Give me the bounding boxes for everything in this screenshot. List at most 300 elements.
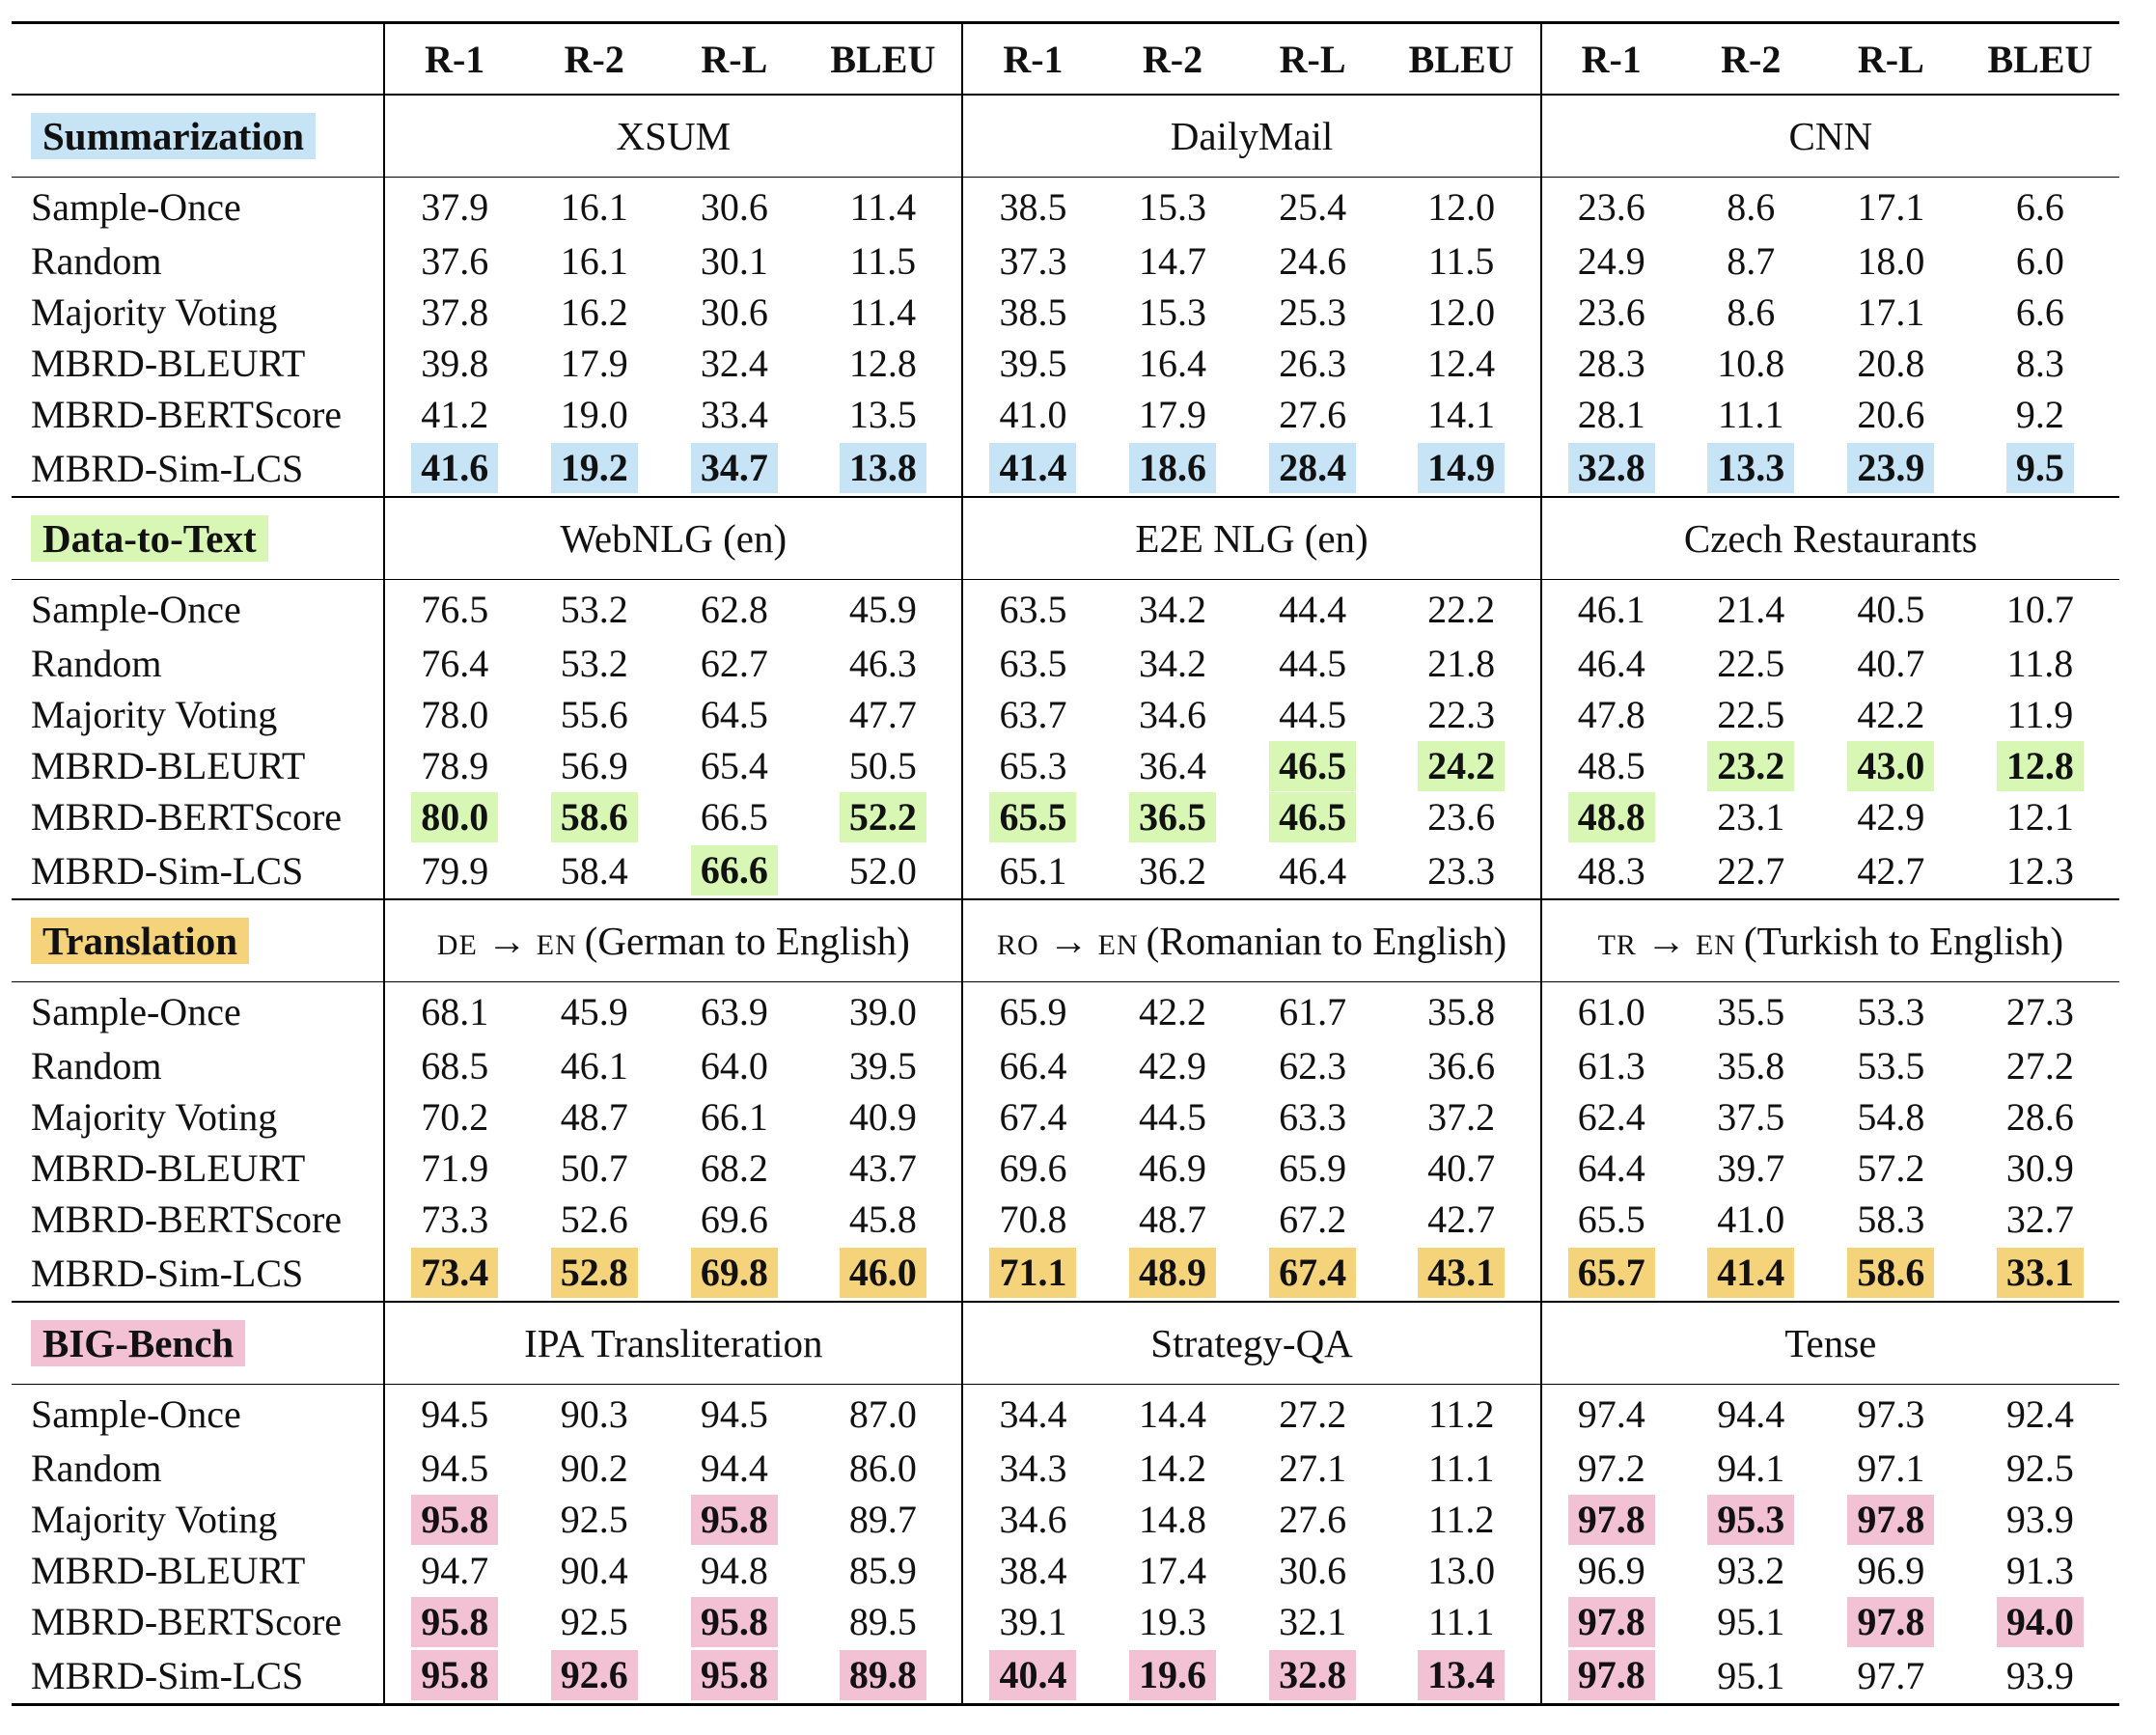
score-cell: 36.4 [1139, 744, 1207, 787]
dataset-header [384, 899, 962, 982]
best-score: 58.6 [551, 792, 638, 842]
score-cell: 63.5 [962, 580, 1102, 639]
header-metric: R-2 [1681, 23, 1821, 96]
best-score: 95.8 [691, 1495, 778, 1545]
score-cell: 40.9 [848, 1095, 917, 1139]
score-cell: 62.8 [700, 587, 768, 631]
score-cell [962, 791, 1102, 842]
best-score: 46.0 [840, 1248, 926, 1298]
score-cell: 37.6 [384, 235, 524, 287]
score-cell: 39.0 [848, 989, 917, 1033]
score-cell: 40.7 [1427, 1146, 1496, 1190]
dataset-header: WebNLG (en) [384, 497, 962, 580]
score-cell: 38.5 [962, 178, 1102, 236]
score-cell: 34.6 [1139, 693, 1207, 736]
best-score: 36.5 [1129, 792, 1216, 842]
score-cell: 40.7 [1857, 642, 1925, 685]
score-cell: 89.7 [848, 1498, 917, 1541]
score-cell: 12.3 [2005, 848, 2074, 893]
score-cell: 11.9 [2006, 693, 2074, 736]
table-row [12, 178, 2119, 236]
dataset-header [962, 899, 1540, 982]
score-cell: 97.7 [1821, 1647, 1961, 1705]
score-cell: 11.1 [1718, 393, 1784, 436]
score-cell [524, 440, 664, 497]
score-cell: 93.9 [1961, 1647, 2119, 1705]
header-corner [12, 23, 384, 96]
score-cell [664, 1647, 804, 1705]
score-cell: 94.7 [384, 1545, 524, 1596]
score-cell: 48.3 [1541, 842, 1681, 899]
score-cell: 52.6 [560, 1198, 628, 1241]
score-cell: 33.4 [700, 393, 768, 436]
method-name: MBRD-BERTScore [31, 1198, 343, 1241]
score-cell: 28.3 [1541, 338, 1681, 389]
score-cell: 27.2 [2005, 1044, 2074, 1088]
score-cell: 24.9 [1541, 235, 1681, 287]
score-cell: 13.0 [1427, 1549, 1496, 1592]
best-score: 71.1 [989, 1248, 1076, 1298]
best-score: 65.5 [989, 792, 1076, 842]
score-cell: 79.9 [384, 842, 524, 899]
score-cell: 16.2 [560, 290, 628, 334]
method-name: Majority Voting [31, 1498, 278, 1541]
score-cell: 23.1 [1717, 795, 1785, 839]
score-cell: 37.5 [1717, 1095, 1785, 1139]
score-cell: 12.4 [1427, 342, 1496, 385]
score-cell: 95.1 [1681, 1647, 1821, 1705]
score-cell: 24.6 [1279, 239, 1347, 283]
method-name: MBRD-BERTScore [31, 1600, 343, 1643]
score-cell: 19.0 [560, 393, 628, 436]
dataset-header: IPA Transliteration [384, 1302, 962, 1385]
best-score: 23.9 [1847, 443, 1934, 493]
dataset-header: CNN [1541, 95, 2119, 178]
score-cell: 53.5 [1857, 1044, 1925, 1088]
best-score: 97.8 [1568, 1597, 1655, 1647]
score-cell: 14.4 [1139, 1391, 1207, 1436]
best-score: 32.8 [1568, 443, 1655, 493]
score-cell: 96.9 [1857, 1549, 1925, 1592]
score-cell: 91.3 [2005, 1549, 2074, 1592]
score-cell: 58.3 [1857, 1198, 1925, 1241]
score-cell: 14.1 [1427, 393, 1496, 436]
score-cell [1541, 791, 1681, 842]
best-score: 58.6 [1847, 1248, 1934, 1298]
best-score: 95.8 [411, 1597, 498, 1647]
method-name: Sample-Once [31, 989, 241, 1033]
table-row [12, 791, 2119, 842]
score-cell: 11.5 [849, 239, 917, 283]
score-cell: 11.2 [1427, 1498, 1495, 1541]
best-score: 97.8 [1568, 1495, 1655, 1545]
section-title-cell [12, 899, 384, 982]
score-cell: 35.8 [1427, 989, 1496, 1033]
score-cell: 41.2 [384, 389, 524, 440]
method-name: Random [31, 1044, 162, 1088]
score-cell: 76.4 [384, 638, 524, 689]
score-cell: 21.8 [1427, 642, 1496, 685]
method-name: MBRD-BERTScore [31, 795, 343, 839]
score-cell: 94.8 [700, 1549, 768, 1592]
score-cell [384, 1647, 524, 1705]
score-cell: 27.3 [2005, 989, 2074, 1033]
table-row [12, 1545, 2119, 1596]
score-cell: 38.4 [962, 1545, 1102, 1596]
score-cell: 41.0 [962, 389, 1102, 440]
score-cell: 27.2 [1279, 1391, 1347, 1436]
score-cell: 96.9 [1541, 1545, 1681, 1596]
target-language: EN [536, 929, 577, 961]
score-cell: 23.6 [1541, 178, 1681, 236]
header-metric: R-L [664, 23, 804, 96]
table-row [12, 1385, 2119, 1444]
score-cell: 12.0 [1427, 184, 1496, 229]
best-score: 95.8 [691, 1597, 778, 1647]
best-score: 12.8 [1997, 741, 2084, 791]
score-cell: 44.5 [1279, 693, 1347, 736]
score-cell: 66.5 [700, 795, 768, 839]
score-cell: 90.2 [560, 1446, 628, 1490]
score-cell [384, 440, 524, 497]
score-cell: 11.1 [1427, 1600, 1495, 1643]
score-cell [804, 440, 962, 497]
score-cell: 97.3 [1857, 1391, 1925, 1436]
arrow-icon: → [486, 919, 527, 963]
score-cell: 16.4 [1139, 342, 1207, 385]
score-cell: 37.3 [962, 235, 1102, 287]
score-cell: 9.2 [2015, 393, 2064, 436]
score-cell: 92.4 [2005, 1391, 2074, 1436]
score-cell [1541, 1647, 1681, 1705]
score-cell: 69.6 [962, 1143, 1102, 1194]
score-cell: 27.6 [1279, 393, 1347, 436]
table-row [12, 1245, 2119, 1302]
score-cell: 12.1 [2005, 795, 2074, 839]
score-cell: 13.5 [848, 393, 917, 436]
score-cell: 11.5 [1427, 239, 1495, 283]
score-cell: 42.9 [1857, 795, 1925, 839]
score-cell: 70.8 [962, 1194, 1102, 1245]
section-title: Data-to-Text [31, 515, 268, 562]
header-metric: BLEU [1383, 23, 1541, 96]
score-cell: 32.7 [2005, 1198, 2074, 1241]
score-cell: 43.7 [848, 1146, 917, 1190]
score-cell: 53.2 [560, 642, 628, 685]
score-cell: 18.0 [1857, 239, 1925, 283]
table-row [12, 1596, 2119, 1647]
header-metric: BLEU [804, 23, 962, 96]
score-cell: 44.4 [1279, 587, 1347, 631]
score-cell: 34.6 [962, 1494, 1102, 1545]
score-cell [524, 1647, 664, 1705]
score-cell: 92.5 [560, 1600, 628, 1643]
score-cell: 8.7 [1727, 239, 1776, 283]
score-cell [1821, 1494, 1961, 1545]
section-title: Translation [31, 918, 249, 964]
score-cell: 14.8 [1139, 1498, 1207, 1541]
score-cell: 65.9 [962, 982, 1102, 1041]
score-cell: 62.4 [1541, 1091, 1681, 1143]
score-cell: 36.6 [1427, 1044, 1496, 1088]
score-cell: 17.1 [1857, 290, 1925, 334]
best-score: 48.9 [1129, 1248, 1216, 1298]
score-cell: 63.3 [1279, 1095, 1347, 1139]
score-cell: 12.0 [1427, 290, 1496, 334]
score-cell: 17.4 [1139, 1549, 1207, 1592]
score-cell: 94.4 [700, 1446, 768, 1490]
method-name: Random [31, 239, 162, 283]
header-metric: R-L [1821, 23, 1961, 96]
score-cell [664, 1245, 804, 1302]
score-cell: 95.1 [1717, 1600, 1785, 1643]
target-language: EN [1695, 929, 1736, 961]
dataset-header: XSUM [384, 95, 962, 178]
best-score: 67.4 [1269, 1248, 1356, 1298]
score-cell: 23.3 [1427, 848, 1496, 893]
score-cell: 62.3 [1279, 1044, 1347, 1088]
dataset-header: Czech Restaurants [1541, 497, 2119, 580]
table-row [12, 1091, 2119, 1143]
header-metric: R-2 [1102, 23, 1242, 96]
method-name: MBRD-BLEURT [31, 342, 306, 385]
score-cell: 39.5 [848, 1044, 917, 1088]
table-body [12, 23, 2119, 1705]
score-cell [524, 791, 664, 842]
score-cell: 30.9 [2005, 1146, 2074, 1190]
table-row [12, 287, 2119, 338]
score-cell: 94.5 [700, 1391, 768, 1436]
score-cell [1541, 1494, 1681, 1545]
score-cell: 45.9 [560, 989, 628, 1033]
language-pair-description: (Turkish to English) [1743, 919, 2064, 963]
score-cell: 10.8 [1717, 342, 1785, 385]
section-header-row [12, 1302, 2119, 1385]
best-score: 13.4 [1418, 1650, 1505, 1700]
method-name: MBRD-BLEURT [31, 744, 306, 787]
score-cell: 25.3 [1279, 290, 1347, 334]
best-score: 23.2 [1707, 741, 1794, 791]
score-cell: 89.5 [848, 1600, 917, 1643]
best-score: 43.1 [1418, 1248, 1505, 1298]
table-row [12, 389, 2119, 440]
score-cell: 42.7 [1427, 1198, 1496, 1241]
score-cell: 23.6 [1541, 287, 1681, 338]
score-cell [1243, 740, 1383, 791]
score-cell: 39.1 [962, 1596, 1102, 1647]
score-cell: 19.3 [1139, 1600, 1207, 1643]
score-cell: 23.6 [1427, 795, 1496, 839]
score-cell: 14.2 [1139, 1446, 1207, 1490]
score-cell: 40.5 [1857, 587, 1925, 631]
best-score: 34.7 [691, 443, 778, 493]
best-score: 24.2 [1418, 741, 1505, 791]
score-cell [1821, 740, 1961, 791]
score-cell [664, 1494, 804, 1545]
score-cell: 70.2 [384, 1091, 524, 1143]
table-row [12, 1443, 2119, 1494]
table-row [12, 1143, 2119, 1194]
score-cell [1383, 440, 1541, 497]
header-metric: R-1 [384, 23, 524, 96]
score-cell: 32.1 [1279, 1600, 1347, 1643]
score-cell: 30.6 [1279, 1549, 1347, 1592]
score-cell: 30.6 [700, 290, 768, 334]
score-cell: 92.5 [2005, 1446, 2074, 1490]
method-name: MBRD-BLEURT [31, 1549, 306, 1592]
score-cell: 39.8 [384, 338, 524, 389]
score-cell: 34.2 [1139, 587, 1207, 631]
best-score: 95.8 [411, 1495, 498, 1545]
best-score: 95.8 [411, 1650, 498, 1700]
best-score: 94.0 [1997, 1597, 2084, 1647]
score-cell: 35.8 [1717, 1044, 1785, 1088]
section-header-row [12, 497, 2119, 580]
score-cell [664, 440, 804, 497]
best-score: 66.6 [691, 845, 778, 895]
score-cell: 73.3 [384, 1194, 524, 1245]
score-cell: 11.4 [849, 290, 917, 334]
table-row [12, 689, 2119, 740]
best-score: 65.7 [1568, 1248, 1655, 1298]
score-cell: 34.2 [1139, 642, 1207, 685]
score-cell: 57.2 [1857, 1146, 1925, 1190]
score-cell: 20.6 [1857, 393, 1925, 436]
method-name: Majority Voting [31, 290, 278, 334]
score-cell [1961, 1596, 2119, 1647]
score-cell: 46.3 [848, 642, 917, 685]
dataset-header: Strategy-QA [962, 1302, 1540, 1385]
score-cell: 11.1 [1427, 1446, 1495, 1490]
score-cell: 17.1 [1857, 184, 1925, 229]
score-cell [1102, 791, 1242, 842]
score-cell: 56.9 [560, 744, 628, 787]
best-score: 69.8 [691, 1248, 778, 1298]
score-cell [1541, 1245, 1681, 1302]
best-score: 40.4 [989, 1650, 1076, 1700]
score-cell: 68.1 [384, 982, 524, 1041]
table-row [12, 235, 2119, 287]
score-cell [804, 1245, 962, 1302]
best-score: 41.4 [1707, 1248, 1794, 1298]
method-name: Sample-Once [31, 587, 241, 631]
method-name: Majority Voting [31, 1095, 278, 1139]
best-score: 19.2 [551, 443, 638, 493]
score-cell: 46.4 [1541, 638, 1681, 689]
score-cell: 68.2 [700, 1146, 768, 1190]
results-table [12, 21, 2119, 1706]
score-cell: 41.0 [1717, 1198, 1785, 1241]
score-cell: 42.9 [1139, 1044, 1207, 1088]
score-cell [1821, 1596, 1961, 1647]
score-cell: 97.2 [1541, 1443, 1681, 1494]
score-cell: 47.7 [848, 693, 917, 736]
score-cell: 15.3 [1139, 184, 1207, 229]
score-cell: 12.8 [848, 342, 917, 385]
language-pair-description: (German to English) [584, 919, 910, 963]
score-cell: 55.6 [560, 693, 628, 736]
dataset-header: Tense [1541, 1302, 2119, 1385]
score-cell: 94.4 [1717, 1391, 1785, 1436]
method-name: Random [31, 642, 162, 685]
score-cell: 34.3 [962, 1443, 1102, 1494]
score-cell: 78.0 [384, 689, 524, 740]
score-cell: 85.9 [848, 1549, 917, 1592]
score-cell [524, 1245, 664, 1302]
best-score: 18.6 [1129, 443, 1216, 493]
best-score: 41.6 [411, 443, 498, 493]
score-cell: 27.6 [1279, 1498, 1347, 1541]
best-score: 80.0 [411, 792, 498, 842]
section-header-row [12, 899, 2119, 982]
best-score: 89.8 [840, 1650, 926, 1700]
best-score: 46.5 [1269, 741, 1356, 791]
score-cell: 46.9 [1139, 1146, 1207, 1190]
score-cell: 22.5 [1717, 642, 1785, 685]
table-row [12, 1494, 2119, 1545]
best-score: 43.0 [1847, 741, 1934, 791]
score-cell [1243, 1245, 1383, 1302]
score-cell: 35.5 [1717, 989, 1785, 1033]
score-cell: 47.8 [1541, 689, 1681, 740]
score-cell: 8.6 [1727, 184, 1776, 229]
best-score: 48.8 [1568, 792, 1655, 842]
score-cell: 68.5 [384, 1040, 524, 1091]
table-row [12, 1647, 2119, 1705]
score-cell: 39.7 [1717, 1146, 1785, 1190]
score-cell: 21.4 [1717, 587, 1785, 631]
score-cell [1681, 440, 1821, 497]
table-row [12, 842, 2119, 899]
best-score: 73.4 [411, 1248, 498, 1298]
table-row [12, 1194, 2119, 1245]
score-cell: 65.5 [1541, 1194, 1681, 1245]
section-title-cell [12, 95, 384, 178]
section-header-row [12, 95, 2119, 178]
table-row [12, 338, 2119, 389]
score-cell [1383, 1647, 1541, 1705]
best-score: 97.8 [1847, 1597, 1934, 1647]
section-title-cell [12, 1302, 384, 1385]
score-cell: 50.7 [560, 1146, 628, 1190]
score-cell: 87.0 [848, 1391, 917, 1436]
score-cell [384, 1494, 524, 1545]
score-cell: 92.5 [560, 1498, 628, 1541]
method-name: MBRD-BLEURT [31, 1146, 306, 1190]
score-cell [1961, 440, 2119, 497]
best-score: 52.2 [840, 792, 926, 842]
source-language: TR [1597, 929, 1637, 961]
score-cell [384, 1245, 524, 1302]
score-cell [1681, 1494, 1821, 1545]
score-cell: 27.1 [1279, 1446, 1347, 1490]
dataset-header: DailyMail [962, 95, 1540, 178]
score-cell [1383, 740, 1541, 791]
score-cell: 8.3 [2015, 342, 2064, 385]
score-cell: 42.2 [1139, 989, 1207, 1033]
score-cell [1102, 440, 1242, 497]
score-cell [1243, 440, 1383, 497]
score-cell [664, 1596, 804, 1647]
score-cell: 42.7 [1857, 848, 1925, 893]
best-score: 95.3 [1707, 1495, 1794, 1545]
score-cell [1681, 1245, 1821, 1302]
best-score: 41.4 [989, 443, 1076, 493]
score-cell: 71.9 [384, 1143, 524, 1194]
dataset-header: E2E NLG (en) [962, 497, 1540, 580]
score-cell: 37.9 [384, 178, 524, 236]
method-name: MBRD-BERTScore [31, 393, 343, 436]
